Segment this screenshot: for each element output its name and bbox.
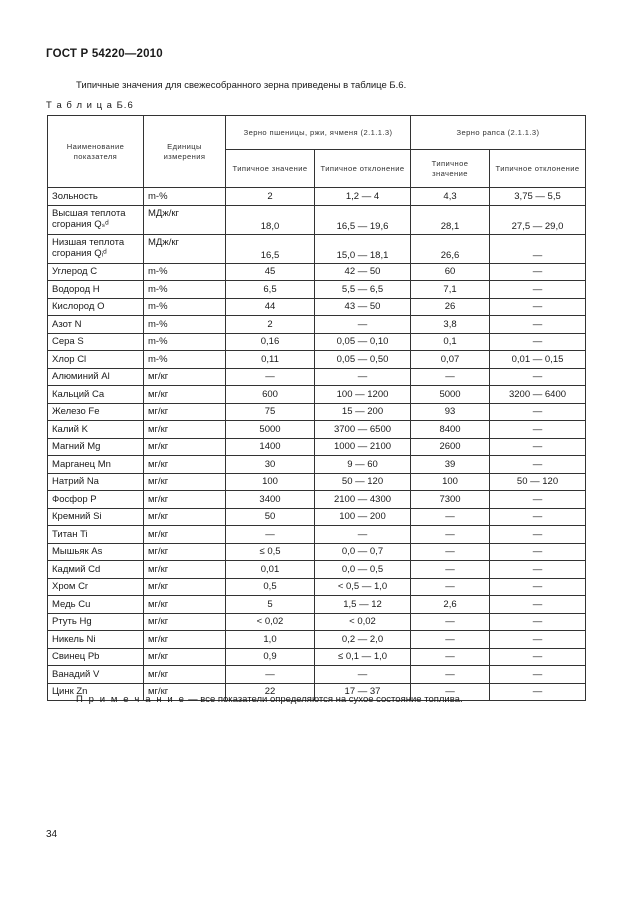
wheat-typical-cell: 30 (226, 456, 315, 474)
rape-deviation-cell: — (490, 578, 586, 596)
wheat-deviation-cell: — (315, 368, 411, 386)
rape-typical-cell: 93 (411, 403, 490, 421)
rape-deviation-cell: 3200 — 6400 (490, 386, 586, 404)
wheat-deviation-cell: 43 — 50 (315, 298, 411, 316)
rape-typical-cell: 8400 (411, 421, 490, 439)
param-name-cell: Хлор Cl (48, 351, 144, 369)
column-header-rape-typical: Типичное значение (411, 150, 490, 188)
table-row (48, 596, 586, 614)
wheat-deviation-cell: 0,0 — 0,5 (315, 561, 411, 579)
wheat-typical-cell: 22 (226, 683, 315, 701)
wheat-typical-cell: 45 (226, 263, 315, 281)
table-row (48, 508, 586, 526)
rape-deviation-cell: — (490, 561, 586, 579)
wheat-deviation-cell: — (315, 666, 411, 684)
table-row (48, 403, 586, 421)
param-name-cell: Свинец Pb (48, 648, 144, 666)
column-header-wheat-deviation: Типичное отклонение (315, 150, 411, 188)
param-name-cell: Алюминий Al (48, 368, 144, 386)
table-row (48, 368, 586, 386)
unit-cell: m-% (144, 316, 226, 334)
unit-cell: мг/кг (144, 666, 226, 684)
rape-typical-cell: 39 (411, 456, 490, 474)
wheat-typical-cell: < 0,02 (226, 613, 315, 631)
unit-cell: m-% (144, 281, 226, 299)
rape-typical-cell: 28,1 (411, 205, 490, 234)
rape-deviation-cell: — (490, 613, 586, 631)
note-label: П р и м е ч а н и е (76, 694, 186, 705)
wheat-typical-cell: 5000 (226, 421, 315, 439)
table-row (48, 456, 586, 474)
param-name-cell: Азот N (48, 316, 144, 334)
wheat-deviation-cell: 3700 — 6500 (315, 421, 411, 439)
rape-deviation-cell: — (490, 333, 586, 351)
table-row (48, 578, 586, 596)
unit-cell: МДж/кг (144, 234, 226, 263)
rape-deviation-cell: — (490, 596, 586, 614)
wheat-typical-cell: 2 (226, 188, 315, 206)
table-row (48, 543, 586, 561)
wheat-deviation-cell: 42 — 50 (315, 263, 411, 281)
param-name-cell: Натрий Na (48, 473, 144, 491)
rape-typical-cell: 7,1 (411, 281, 490, 299)
wheat-typical-cell: 0,01 (226, 561, 315, 579)
wheat-typical-cell: — (226, 526, 315, 544)
wheat-deviation-cell: 0,2 — 2,0 (315, 631, 411, 649)
table-row (48, 351, 586, 369)
unit-cell: m-% (144, 188, 226, 206)
table-row (48, 526, 586, 544)
wheat-typical-cell: 1,0 (226, 631, 315, 649)
rape-typical-cell: — (411, 666, 490, 684)
wheat-deviation-cell: 100 — 1200 (315, 386, 411, 404)
wheat-typical-cell: 100 (226, 473, 315, 491)
unit-cell: мг/кг (144, 543, 226, 561)
rape-typical-cell: 2,6 (411, 596, 490, 614)
unit-cell: m-% (144, 333, 226, 351)
table-row (48, 666, 586, 684)
param-name-cell: Сера S (48, 333, 144, 351)
param-name-cell: Фосфор P (48, 491, 144, 509)
rape-typical-cell: 2600 (411, 438, 490, 456)
unit-cell: мг/кг (144, 403, 226, 421)
table-row (48, 648, 586, 666)
rape-typical-cell: — (411, 648, 490, 666)
wheat-deviation-cell: 1,5 — 12 (315, 596, 411, 614)
rape-deviation-cell: — (490, 543, 586, 561)
wheat-typical-cell: 5 (226, 596, 315, 614)
unit-cell: m-% (144, 351, 226, 369)
param-name-cell: Марганец Mn (48, 456, 144, 474)
param-name-cell: Медь Cu (48, 596, 144, 614)
wheat-typical-cell: 600 (226, 386, 315, 404)
rape-typical-cell: 26 (411, 298, 490, 316)
table-row (48, 421, 586, 439)
rape-deviation-cell: — (490, 281, 586, 299)
column-group-rape: Зерно рапса (2.1.1.3) (411, 116, 586, 150)
param-name-cell: Никель Ni (48, 631, 144, 649)
table-row (48, 263, 586, 281)
rape-typical-cell: 7300 (411, 491, 490, 509)
param-name-cell: Кремний Si (48, 508, 144, 526)
intro-text: Типичные значения для свежесобранного зерна приведены в таблице Б.6. (76, 80, 407, 91)
rape-deviation-cell: — (490, 491, 586, 509)
wheat-deviation-cell: 1000 — 2100 (315, 438, 411, 456)
rape-typical-cell: — (411, 526, 490, 544)
wheat-typical-cell: 44 (226, 298, 315, 316)
table-row (48, 281, 586, 299)
unit-cell: мг/кг (144, 578, 226, 596)
rape-deviation-cell: — (490, 683, 586, 701)
wheat-typical-cell: 1400 (226, 438, 315, 456)
unit-cell: мг/кг (144, 438, 226, 456)
rape-typical-cell: 0,1 (411, 333, 490, 351)
rape-deviation-cell: — (490, 421, 586, 439)
param-name-cell: Калий K (48, 421, 144, 439)
wheat-typical-cell: — (226, 368, 315, 386)
rape-deviation-cell: — (490, 526, 586, 544)
wheat-deviation-cell: 15 — 200 (315, 403, 411, 421)
wheat-deviation-cell: < 0,02 (315, 613, 411, 631)
param-name-cell: Магний Mg (48, 438, 144, 456)
wheat-deviation-cell: 15,0 — 18,1 (315, 234, 411, 263)
table-row (48, 316, 586, 334)
column-header-rape-deviation: Типичное отклонение (490, 150, 586, 188)
table-row (48, 473, 586, 491)
rape-typical-cell: — (411, 578, 490, 596)
rape-typical-cell: — (411, 613, 490, 631)
unit-cell: мг/кг (144, 473, 226, 491)
wheat-typical-cell: 6,5 (226, 281, 315, 299)
unit-cell: мг/кг (144, 683, 226, 701)
rape-deviation-cell: — (490, 666, 586, 684)
wheat-deviation-cell: 9 — 60 (315, 456, 411, 474)
wheat-typical-cell: 50 (226, 508, 315, 526)
rape-deviation-cell: — (490, 456, 586, 474)
table-row (48, 491, 586, 509)
rape-deviation-cell: — (490, 234, 586, 263)
rape-deviation-cell: — (490, 403, 586, 421)
note-text: — все показатели определяются на сухое состояние топлива. (185, 694, 463, 705)
wheat-deviation-cell: 50 — 120 (315, 473, 411, 491)
wheat-deviation-cell: 1,2 — 4 (315, 188, 411, 206)
table-row (48, 386, 586, 404)
table-label: Т а б л и ц а Б.6 (46, 100, 134, 111)
table-body (48, 188, 586, 701)
wheat-typical-cell: 0,11 (226, 351, 315, 369)
unit-cell: мг/кг (144, 631, 226, 649)
wheat-typical-cell: 2 (226, 316, 315, 334)
wheat-typical-cell: 16,5 (226, 234, 315, 263)
param-name-cell: Зольность (48, 188, 144, 206)
param-name-cell: Углерод C (48, 263, 144, 281)
wheat-deviation-cell: 5,5 — 6,5 (315, 281, 411, 299)
rape-typical-cell: — (411, 561, 490, 579)
param-name-cell: Мышьяк As (48, 543, 144, 561)
rape-deviation-cell: 3,75 — 5,5 (490, 188, 586, 206)
rape-deviation-cell: — (490, 631, 586, 649)
rape-deviation-cell: 0,01 — 0,15 (490, 351, 586, 369)
rape-deviation-cell: — (490, 316, 586, 334)
rape-typical-cell: 0,07 (411, 351, 490, 369)
page-number: 34 (46, 829, 58, 840)
rape-typical-cell: — (411, 683, 490, 701)
wheat-deviation-cell: 0,0 — 0,7 (315, 543, 411, 561)
unit-cell: мг/кг (144, 526, 226, 544)
param-name-cell: Водород H (48, 281, 144, 299)
param-name-cell: Хром Cr (48, 578, 144, 596)
rape-typical-cell: 5000 (411, 386, 490, 404)
rape-deviation-cell: — (490, 263, 586, 281)
param-name-cell: Кальций Ca (48, 386, 144, 404)
unit-cell: мг/кг (144, 596, 226, 614)
param-name-cell: Ванадий V (48, 666, 144, 684)
note (76, 694, 463, 705)
wheat-deviation-cell: 0,05 — 0,50 (315, 351, 411, 369)
rape-deviation-cell: — (490, 368, 586, 386)
param-name-cell: Низшая теплота сгорания Qᵢᵈ (48, 234, 144, 263)
rape-typical-cell: — (411, 631, 490, 649)
column-header-wheat-typical: Типичное значение (226, 150, 315, 188)
table-row (48, 188, 586, 206)
wheat-deviation-cell: 100 — 200 (315, 508, 411, 526)
wheat-typical-cell: 18,0 (226, 205, 315, 234)
unit-cell: мг/кг (144, 561, 226, 579)
rape-typical-cell: — (411, 543, 490, 561)
rape-deviation-cell: — (490, 508, 586, 526)
rape-deviation-cell: 27,5 — 29,0 (490, 205, 586, 234)
wheat-deviation-cell: 16,5 — 19,6 (315, 205, 411, 234)
wheat-typical-cell: ≤ 0,5 (226, 543, 315, 561)
wheat-typical-cell: 3400 (226, 491, 315, 509)
unit-cell: мг/кг (144, 491, 226, 509)
table-row (48, 205, 586, 234)
wheat-deviation-cell: ≤ 0,1 — 1,0 (315, 648, 411, 666)
unit-cell: мг/кг (144, 456, 226, 474)
table-row (48, 613, 586, 631)
table-row (48, 631, 586, 649)
unit-cell: мг/кг (144, 368, 226, 386)
param-name-cell: Титан Ti (48, 526, 144, 544)
wheat-deviation-cell: — (315, 316, 411, 334)
rape-typical-cell: 100 (411, 473, 490, 491)
unit-cell: m-% (144, 298, 226, 316)
param-name-cell: Высшая теплота сгорания Qₛᵈ (48, 205, 144, 234)
unit-cell: МДж/кг (144, 205, 226, 234)
wheat-deviation-cell: — (315, 526, 411, 544)
unit-cell: мг/кг (144, 613, 226, 631)
rape-typical-cell: 4,3 (411, 188, 490, 206)
param-name-cell: Ртуть Hg (48, 613, 144, 631)
rape-deviation-cell: — (490, 438, 586, 456)
rape-typical-cell: 60 (411, 263, 490, 281)
param-name-cell: Цинк Zn (48, 683, 144, 701)
wheat-typical-cell: 0,5 (226, 578, 315, 596)
table-row (48, 298, 586, 316)
data-table (47, 115, 586, 701)
rape-typical-cell: — (411, 508, 490, 526)
wheat-typical-cell: — (226, 666, 315, 684)
wheat-deviation-cell: 2100 — 4300 (315, 491, 411, 509)
unit-cell: m-% (144, 263, 226, 281)
param-name-cell: Железо Fe (48, 403, 144, 421)
unit-cell: мг/кг (144, 386, 226, 404)
rape-typical-cell: — (411, 368, 490, 386)
wheat-deviation-cell: < 0,5 — 1,0 (315, 578, 411, 596)
param-name-cell: Кислород O (48, 298, 144, 316)
column-header-name: Наименование показателя (48, 116, 144, 188)
wheat-deviation-cell: 0,05 — 0,10 (315, 333, 411, 351)
unit-cell: мг/кг (144, 421, 226, 439)
column-group-wheat: Зерно пшеницы, ржи, ячменя (2.1.1.3) (226, 116, 411, 150)
table-row (48, 561, 586, 579)
wheat-typical-cell: 0,9 (226, 648, 315, 666)
wheat-typical-cell: 75 (226, 403, 315, 421)
column-header-unit: Единицы измерения (144, 116, 226, 188)
table-row (48, 234, 586, 263)
document-code: ГОСТ Р 54220—2010 (46, 48, 163, 60)
rape-typical-cell: 26,6 (411, 234, 490, 263)
wheat-typical-cell: 0,16 (226, 333, 315, 351)
wheat-deviation-cell: 17 — 37 (315, 683, 411, 701)
unit-cell: мг/кг (144, 508, 226, 526)
table-row (48, 333, 586, 351)
rape-deviation-cell: — (490, 298, 586, 316)
rape-typical-cell: 3,8 (411, 316, 490, 334)
unit-cell: мг/кг (144, 648, 226, 666)
table-row (48, 438, 586, 456)
rape-deviation-cell: 50 — 120 (490, 473, 586, 491)
param-name-cell: Кадмий Cd (48, 561, 144, 579)
rape-deviation-cell: — (490, 648, 586, 666)
